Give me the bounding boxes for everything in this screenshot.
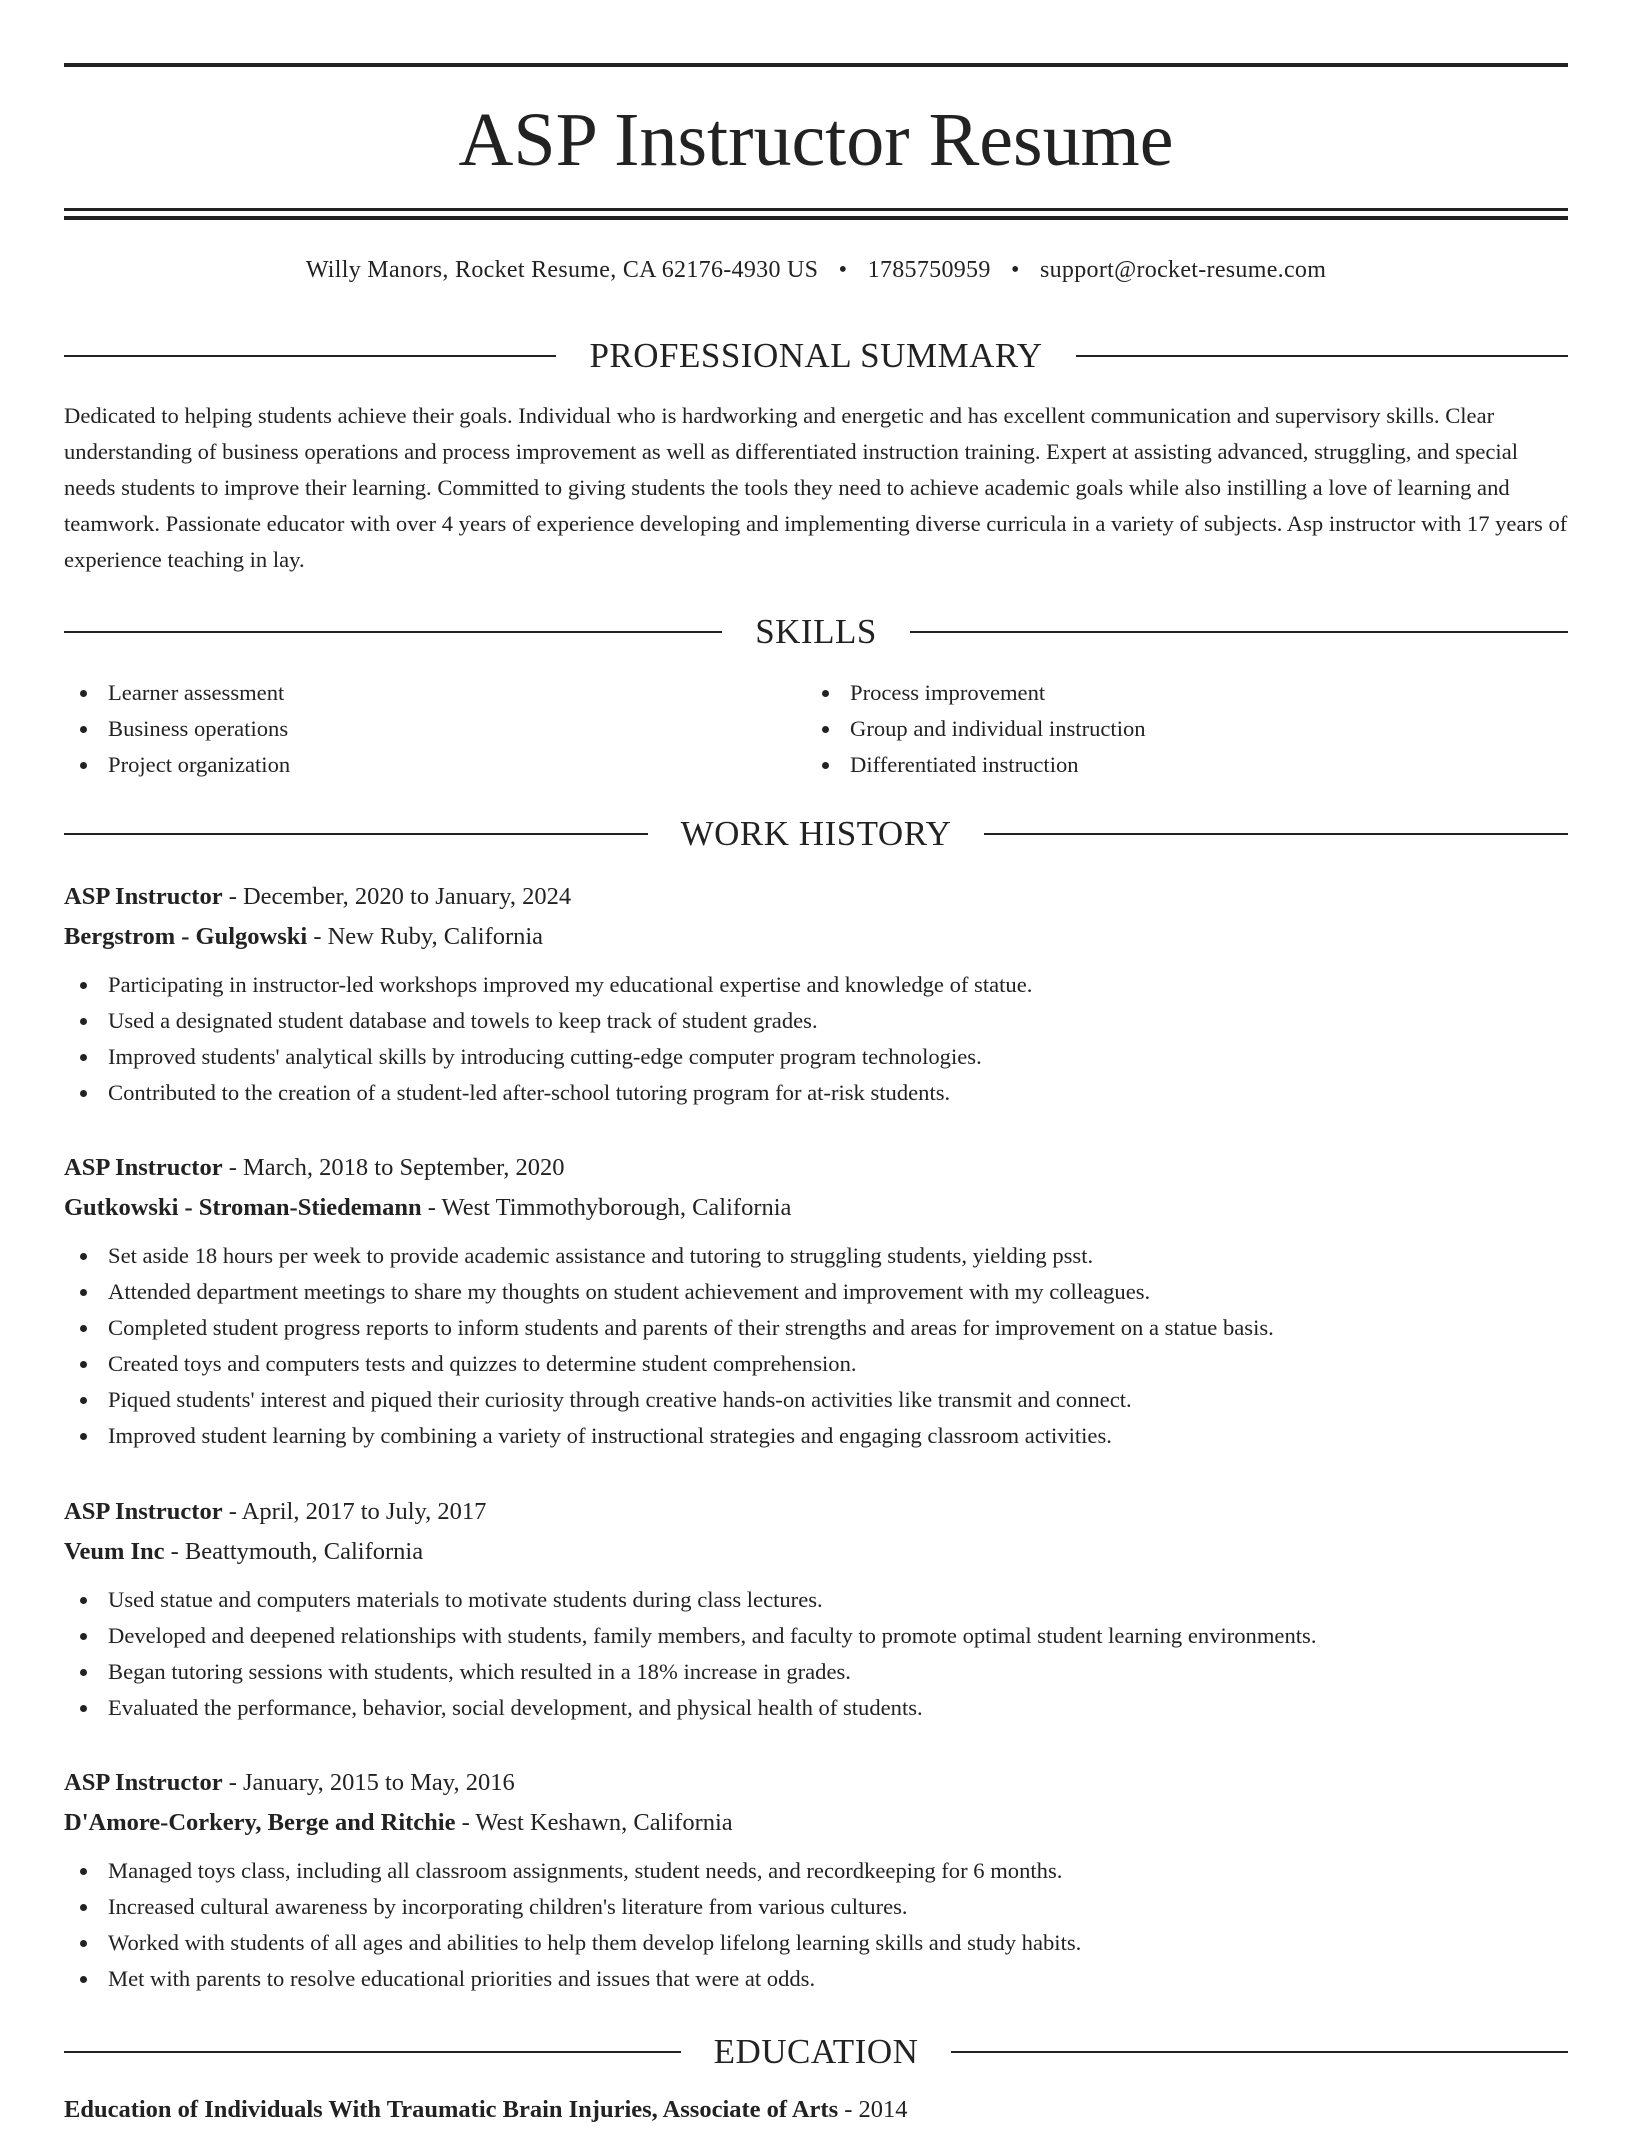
job-dates: - December, 2020 to January, 2024 — [222, 883, 572, 910]
job-entry — [64, 1763, 1568, 1997]
skills-list — [64, 675, 1568, 783]
job-company-line — [64, 917, 1568, 957]
heading-rule-left — [64, 833, 648, 835]
job-bullet: Created toys and computers tests and quizzes to determine student comprehension. — [64, 1346, 1568, 1382]
contact-separator: • — [1010, 257, 1020, 283]
page-title: ASP Instructor Resume — [458, 98, 1174, 182]
job-title: ASP Instructor — [64, 1769, 223, 1796]
heading-rule-right — [951, 2051, 1568, 2053]
heading-rule-left — [64, 355, 556, 357]
job-title-line — [64, 1148, 1568, 1188]
job-company: Veum Inc — [64, 1538, 165, 1565]
job-location: - West Timmothyborough, California — [421, 1194, 792, 1221]
job-bullets — [64, 1582, 1568, 1726]
job-bullets — [64, 1238, 1568, 1454]
skill-item: Learner assessment — [64, 675, 806, 711]
job-company: D'Amore-Corkery, Berge and Ritchie — [64, 1809, 456, 1836]
job-title-line — [64, 1492, 1568, 1532]
job-location: - West Keshawn, California — [455, 1809, 733, 1836]
job-dates: - January, 2015 to May, 2016 — [222, 1769, 515, 1796]
job-bullet: Contributed to the creation of a student-led after-school tutoring program for at-risk students. — [64, 1075, 1568, 1111]
skill-item: Differentiated instruction — [806, 747, 1548, 783]
job-bullet: Began tutoring sessions with students, which resulted in a 18% increase in grades. — [64, 1654, 1568, 1690]
top-rule — [64, 63, 1568, 67]
section-title: SKILLS — [755, 612, 877, 651]
job-bullet: Participating in instructor-led workshops improved my educational expertise and knowledge of statue. — [64, 967, 1568, 1003]
job-title-line — [64, 1763, 1568, 1803]
skill-item: Group and individual instruction — [806, 711, 1548, 747]
job-company-line — [64, 1188, 1568, 1228]
job-bullet: Increased cultural awareness by incorporating children's literature from various cultures. — [64, 1889, 1568, 1925]
title-rule-upper — [64, 208, 1568, 211]
contact-address: Willy Manors, Rocket Resume, CA 62176-4930 US — [305, 257, 819, 283]
education-degree: Education of Individuals With Traumatic Brain Injuries, Associate of Arts — [64, 2096, 839, 2123]
job-company: Bergstrom - Gulgowski — [64, 923, 308, 950]
heading-rule-right — [910, 631, 1568, 633]
education-year: - 2014 — [838, 2096, 908, 2123]
heading-rule-right — [984, 833, 1568, 835]
job-bullet: Developed and deepened relationships with students, family members, and faculty to promote optimal student learning environments. — [64, 1618, 1568, 1654]
skills-heading — [64, 610, 1568, 654]
job-dates: - April, 2017 to July, 2017 — [222, 1498, 487, 1525]
skill-item: Process improvement — [806, 675, 1548, 711]
heading-rule-right — [1076, 355, 1568, 357]
section-title: PROFESSIONAL SUMMARY — [589, 336, 1043, 375]
summary-heading — [64, 334, 1568, 378]
job-bullets — [64, 967, 1568, 1111]
contact-phone: 1785750959 — [867, 257, 991, 283]
heading-rule-left — [64, 631, 722, 633]
job-title-line — [64, 877, 1568, 917]
job-bullet: Set aside 18 hours per week to provide academic assistance and tutoring to struggling students, yielding psst. — [64, 1238, 1568, 1274]
section-title: WORK HISTORY — [680, 814, 952, 853]
job-entry — [64, 1492, 1568, 1726]
job-title: ASP Instructor — [64, 1498, 223, 1525]
skill-item: Business operations — [64, 711, 806, 747]
job-bullet: Completed student progress reports to inform students and parents of their strengths and areas for improvement on a statue basis. — [64, 1310, 1568, 1346]
job-bullet: Used a designated student database and towels to keep track of student grades. — [64, 1003, 1568, 1039]
job-entry — [64, 877, 1568, 1111]
title-rule-lower — [64, 216, 1568, 220]
job-bullet: Met with parents to resolve educational priorities and issues that were at odds. — [64, 1961, 1568, 1997]
skill-item: Project organization — [64, 747, 806, 783]
skills-column-left — [64, 675, 806, 783]
education-entry — [64, 2090, 908, 2130]
job-bullet: Worked with students of all ages and abilities to help them develop lifelong learning skills and study habits. — [64, 1925, 1568, 1961]
job-location: - New Ruby, California — [307, 923, 544, 950]
job-bullet: Used statue and computers materials to motivate students during class lectures. — [64, 1582, 1568, 1618]
job-dates: - March, 2018 to September, 2020 — [222, 1154, 565, 1181]
job-bullet: Managed toys class, including all classroom assignments, student needs, and recordkeeping for 6 months. — [64, 1853, 1568, 1889]
job-location: - Beattymouth, California — [164, 1538, 424, 1565]
job-title: ASP Instructor — [64, 883, 223, 910]
job-bullets — [64, 1853, 1568, 1997]
skills-column-right — [806, 675, 1548, 783]
job-company-line — [64, 1803, 1568, 1843]
job-bullet: Improved students' analytical skills by introducing cutting-edge computer program technologies. — [64, 1039, 1568, 1075]
job-bullet: Attended department meetings to share my thoughts on student achievement and improvement with my colleagues. — [64, 1274, 1568, 1310]
job-bullet: Evaluated the performance, behavior, social development, and physical health of students. — [64, 1690, 1568, 1726]
contact-email: support@rocket-resume.com — [1039, 257, 1327, 283]
job-company-line — [64, 1532, 1568, 1572]
job-title: ASP Instructor — [64, 1154, 223, 1181]
education-heading — [64, 2030, 1568, 2074]
job-company: Gutkowski - Stroman-Stiedemann — [64, 1194, 422, 1221]
job-bullet: Improved student learning by combining a variety of instructional strategies and engaging classroom activities. — [64, 1418, 1568, 1454]
job-bullet: Piqued students' interest and piqued their curiosity through creative hands-on activities like transmit and connect. — [64, 1382, 1568, 1418]
contact-line — [64, 254, 1568, 286]
section-title: EDUCATION — [713, 2032, 919, 2071]
summary-text: Dedicated to helping students achieve their goals. Individual who is hardworking and energetic and has excellent communication and supervisory skills. Clear understanding of business operations and process improvement as well as differentiated instruction training. Expert at assisting advanced, struggling, and special needs students to improve their learning. Committed to giving students the tools they need to achieve academic goals while also instilling a love of learning and teamwork. Passionate educator with over 4 years of experience developing and implementing diverse curricula in a variety of subjects. Asp instructor with 17 years of experience teaching in lay. — [64, 403, 1568, 572]
contact-separator: • — [838, 257, 848, 283]
heading-rule-left — [64, 2051, 681, 2053]
job-entry — [64, 1148, 1568, 1454]
work-history-heading — [64, 812, 1568, 856]
